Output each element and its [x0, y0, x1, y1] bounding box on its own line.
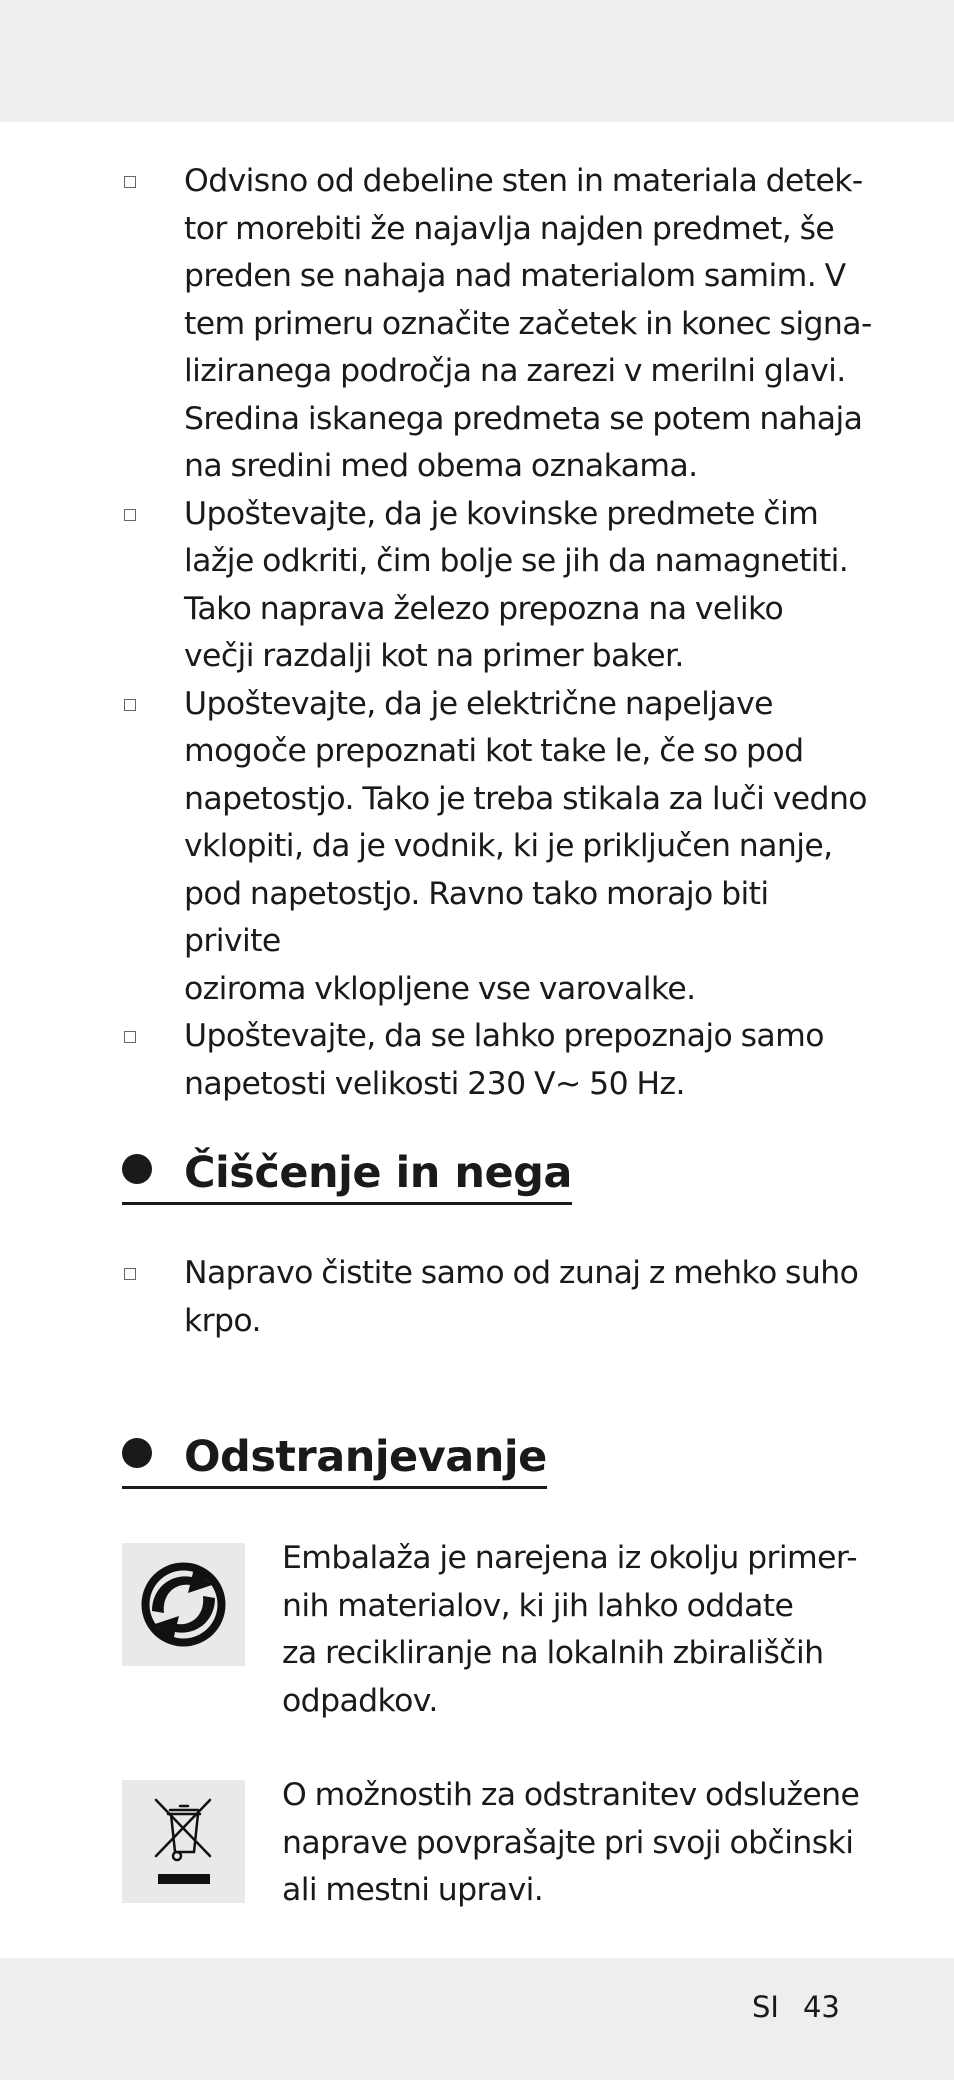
heading-text: Odstranjevanje	[184, 1432, 547, 1482]
page-number: 43	[802, 1990, 840, 2024]
packaging-disposal-text: Embalaža je narejena iz okolju primer- nih materialov, ki jih lahko oddate za recikliranje na lokalnih zbirališčih odpadkov.	[282, 1540, 857, 1719]
bullet-square-icon	[124, 699, 136, 711]
list-item	[122, 681, 872, 1014]
cleaning-list	[122, 1250, 872, 1345]
list-item-text: Upoštevajte, da je kovinske predmete čim lažje odkriti, čim bolje se jih da namagnetiti. Tako naprava železo prepozna na veliko večji razdalji kot na primer baker.	[184, 495, 849, 674]
list-item-text: Napravo čistite samo od zunaj z mehko suho krpo.	[184, 1255, 859, 1339]
heading-bullet-icon	[122, 1154, 152, 1184]
green-dot-recycling-icon	[122, 1543, 245, 1666]
device-disposal-text: O možnostih za odstranitev odslužene naprave povprašajte pri svoji občinski ali mestni upravi.	[282, 1777, 860, 1908]
list-item	[122, 1013, 872, 1108]
top-band	[0, 0, 954, 122]
list-item	[122, 158, 872, 491]
section-heading-disposal	[122, 1432, 547, 1489]
heading-bullet-icon	[122, 1438, 152, 1468]
bullet-square-icon	[124, 1268, 136, 1280]
language-code: SI	[752, 1990, 779, 2024]
safety-notes-list	[122, 158, 872, 1108]
crossed-out-wheelie-bin-icon	[122, 1780, 245, 1903]
list-item-text: Upoštevajte, da se lahko prepoznajo samo napetosti velikosti 230 V~ 50 Hz.	[184, 1018, 824, 1102]
section-heading-cleaning	[122, 1148, 572, 1205]
page-footer	[752, 1990, 840, 2024]
list-item	[122, 1250, 872, 1345]
list-item-text: Odvisno od debeline sten in materiala detek- tor morebiti že najavlja najden predmet, še preden se nahaja nad materialom samim. V tem primeru označite začetek in konec signa- liziranega področja na zarezi v merilni glavi. Sredina iskanega predmeta se potem nahaja na sredini med obema oznakama.	[184, 163, 872, 484]
bullet-square-icon	[124, 1031, 136, 1043]
list-item-text: Upoštevajte, da je električne napeljave mogoče prepoznati kot take le, če so pod napetostjo. Tako je treba stikala za luči vedno vklopiti, da je vodnik, ki je priključen nanje, pod napetostjo. Ravno tako morajo biti privite oziroma vklopljene vse varovalke.	[184, 685, 867, 1007]
heading-text: Čiščenje in nega	[184, 1148, 572, 1198]
bullet-square-icon	[124, 176, 136, 188]
list-item	[122, 491, 872, 681]
bullet-square-icon	[124, 509, 136, 521]
